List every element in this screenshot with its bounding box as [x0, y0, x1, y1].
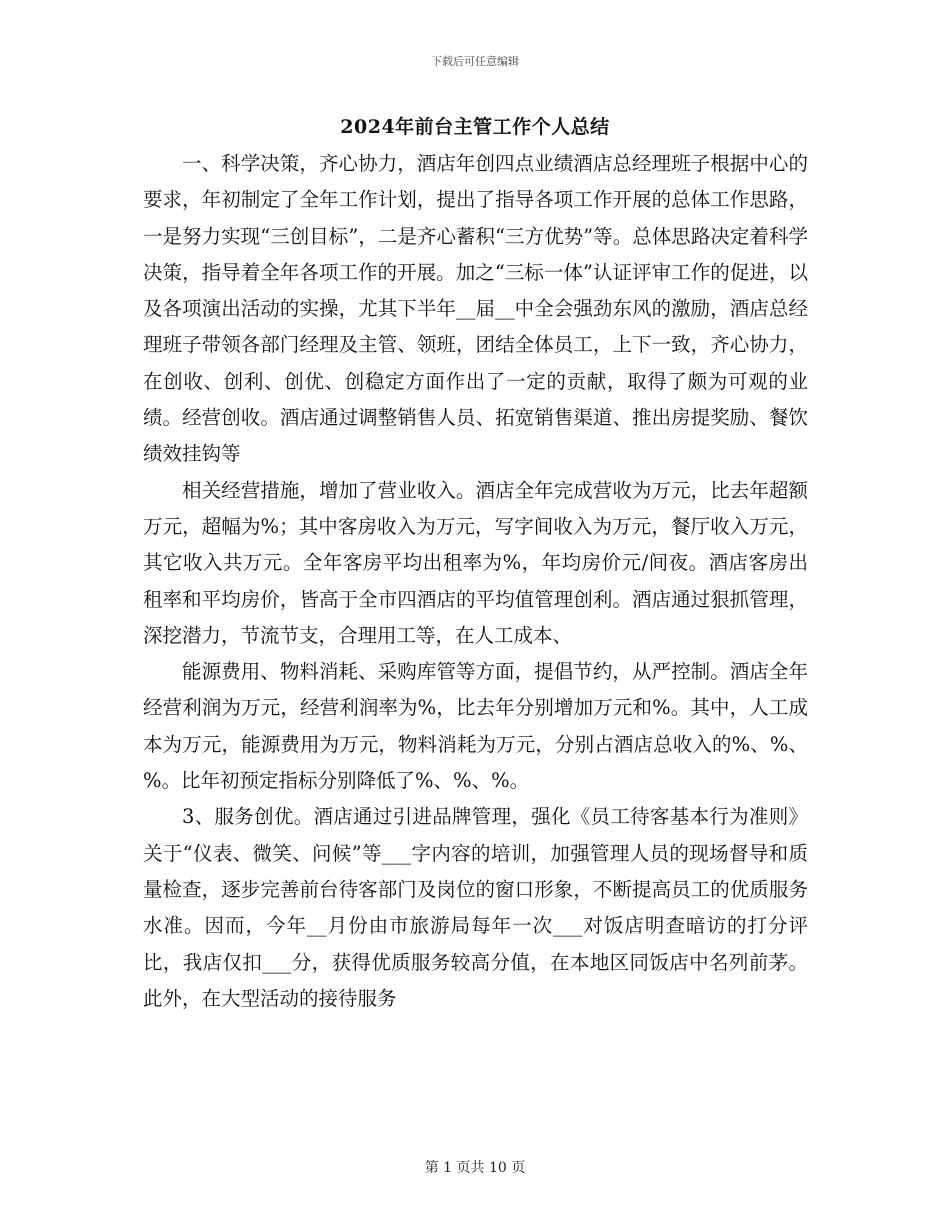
header-note: 下载后可任意编辑: [431, 55, 519, 68]
page-footer: 第 1 页共 10 页: [424, 1160, 526, 1176]
document-body: [143, 146, 808, 1017]
paragraph: 3、服务创优。酒店通过引进品牌管理，强化《员工待客基本行为准则》关于“仪表、微笑、问候”等___字内容的培训，加强管理人员的现场督导和质量检查，逐步完善前台待客部门及岗位的窗口形象，不断提高员工的优质服务水准。因而，今年__月份由市旅游局每年一次___对饭店明查暗访的打分评比，我店仅扣___分，获得优质服务较高分值，在本地区同饭店中名列前茅。此外，在大型活动的接待服务: [143, 805, 808, 1010]
paragraph: 一、科学决策，齐心协力，酒店年创四点业绩酒店总经理班子根据中心的要求，年初制定了全年工作计划，提出了指导各项工作开展的总体工作思路，一是努力实现“三创目标”，二是齐心蓄积“三方优势”等。总体思路决定着科学决策，指导着全年各项工作的开展。加之“三标一体”认证评审工作的促进，以及各项演出活动的实操，尤其下半年__届__中全会强劲东风的激励，酒店总经理班子带领各部门经理及主管、领班，团结全体员工，上下一致，齐心协力，在创收、创利、创优、创稳定方面作出了一定的贡献，取得了颇为可观的业绩。经营创收。酒店通过调整销售人员、拓宽销售渠道、推出房提奖励、餐饮绩效挂钩等: [143, 152, 808, 466]
paragraph: 相关经营措施，增加了营业收入。酒店全年完成营收为万元，比去年超额万元，超幅为%；其中客房收入为万元，写字间收入为万元，餐厅收入万元，其它收入共万元。全年客房平均出租率为%，年均房价元/间夜。酒店客房出租率和平均房价，皆高于全市四酒店的平均值管理创利。酒店通过狠抓管理，深挖潜力，节流节支，合理用工等，在人工成本、: [143, 478, 808, 647]
paragraph: 能源费用、物料消耗、采购库管等方面，提倡节约，从严控制。酒店全年经营利润为万元，经营利润率为%，比去年分别增加万元和%。其中，人工成本为万元，能源费用为万元，物料消耗为万元，分别占酒店总收入的%、%、%。比年初预定指标分别降低了%、%、%。: [143, 660, 808, 793]
document-title: 2024年前台主管工作个人总结: [340, 116, 610, 138]
